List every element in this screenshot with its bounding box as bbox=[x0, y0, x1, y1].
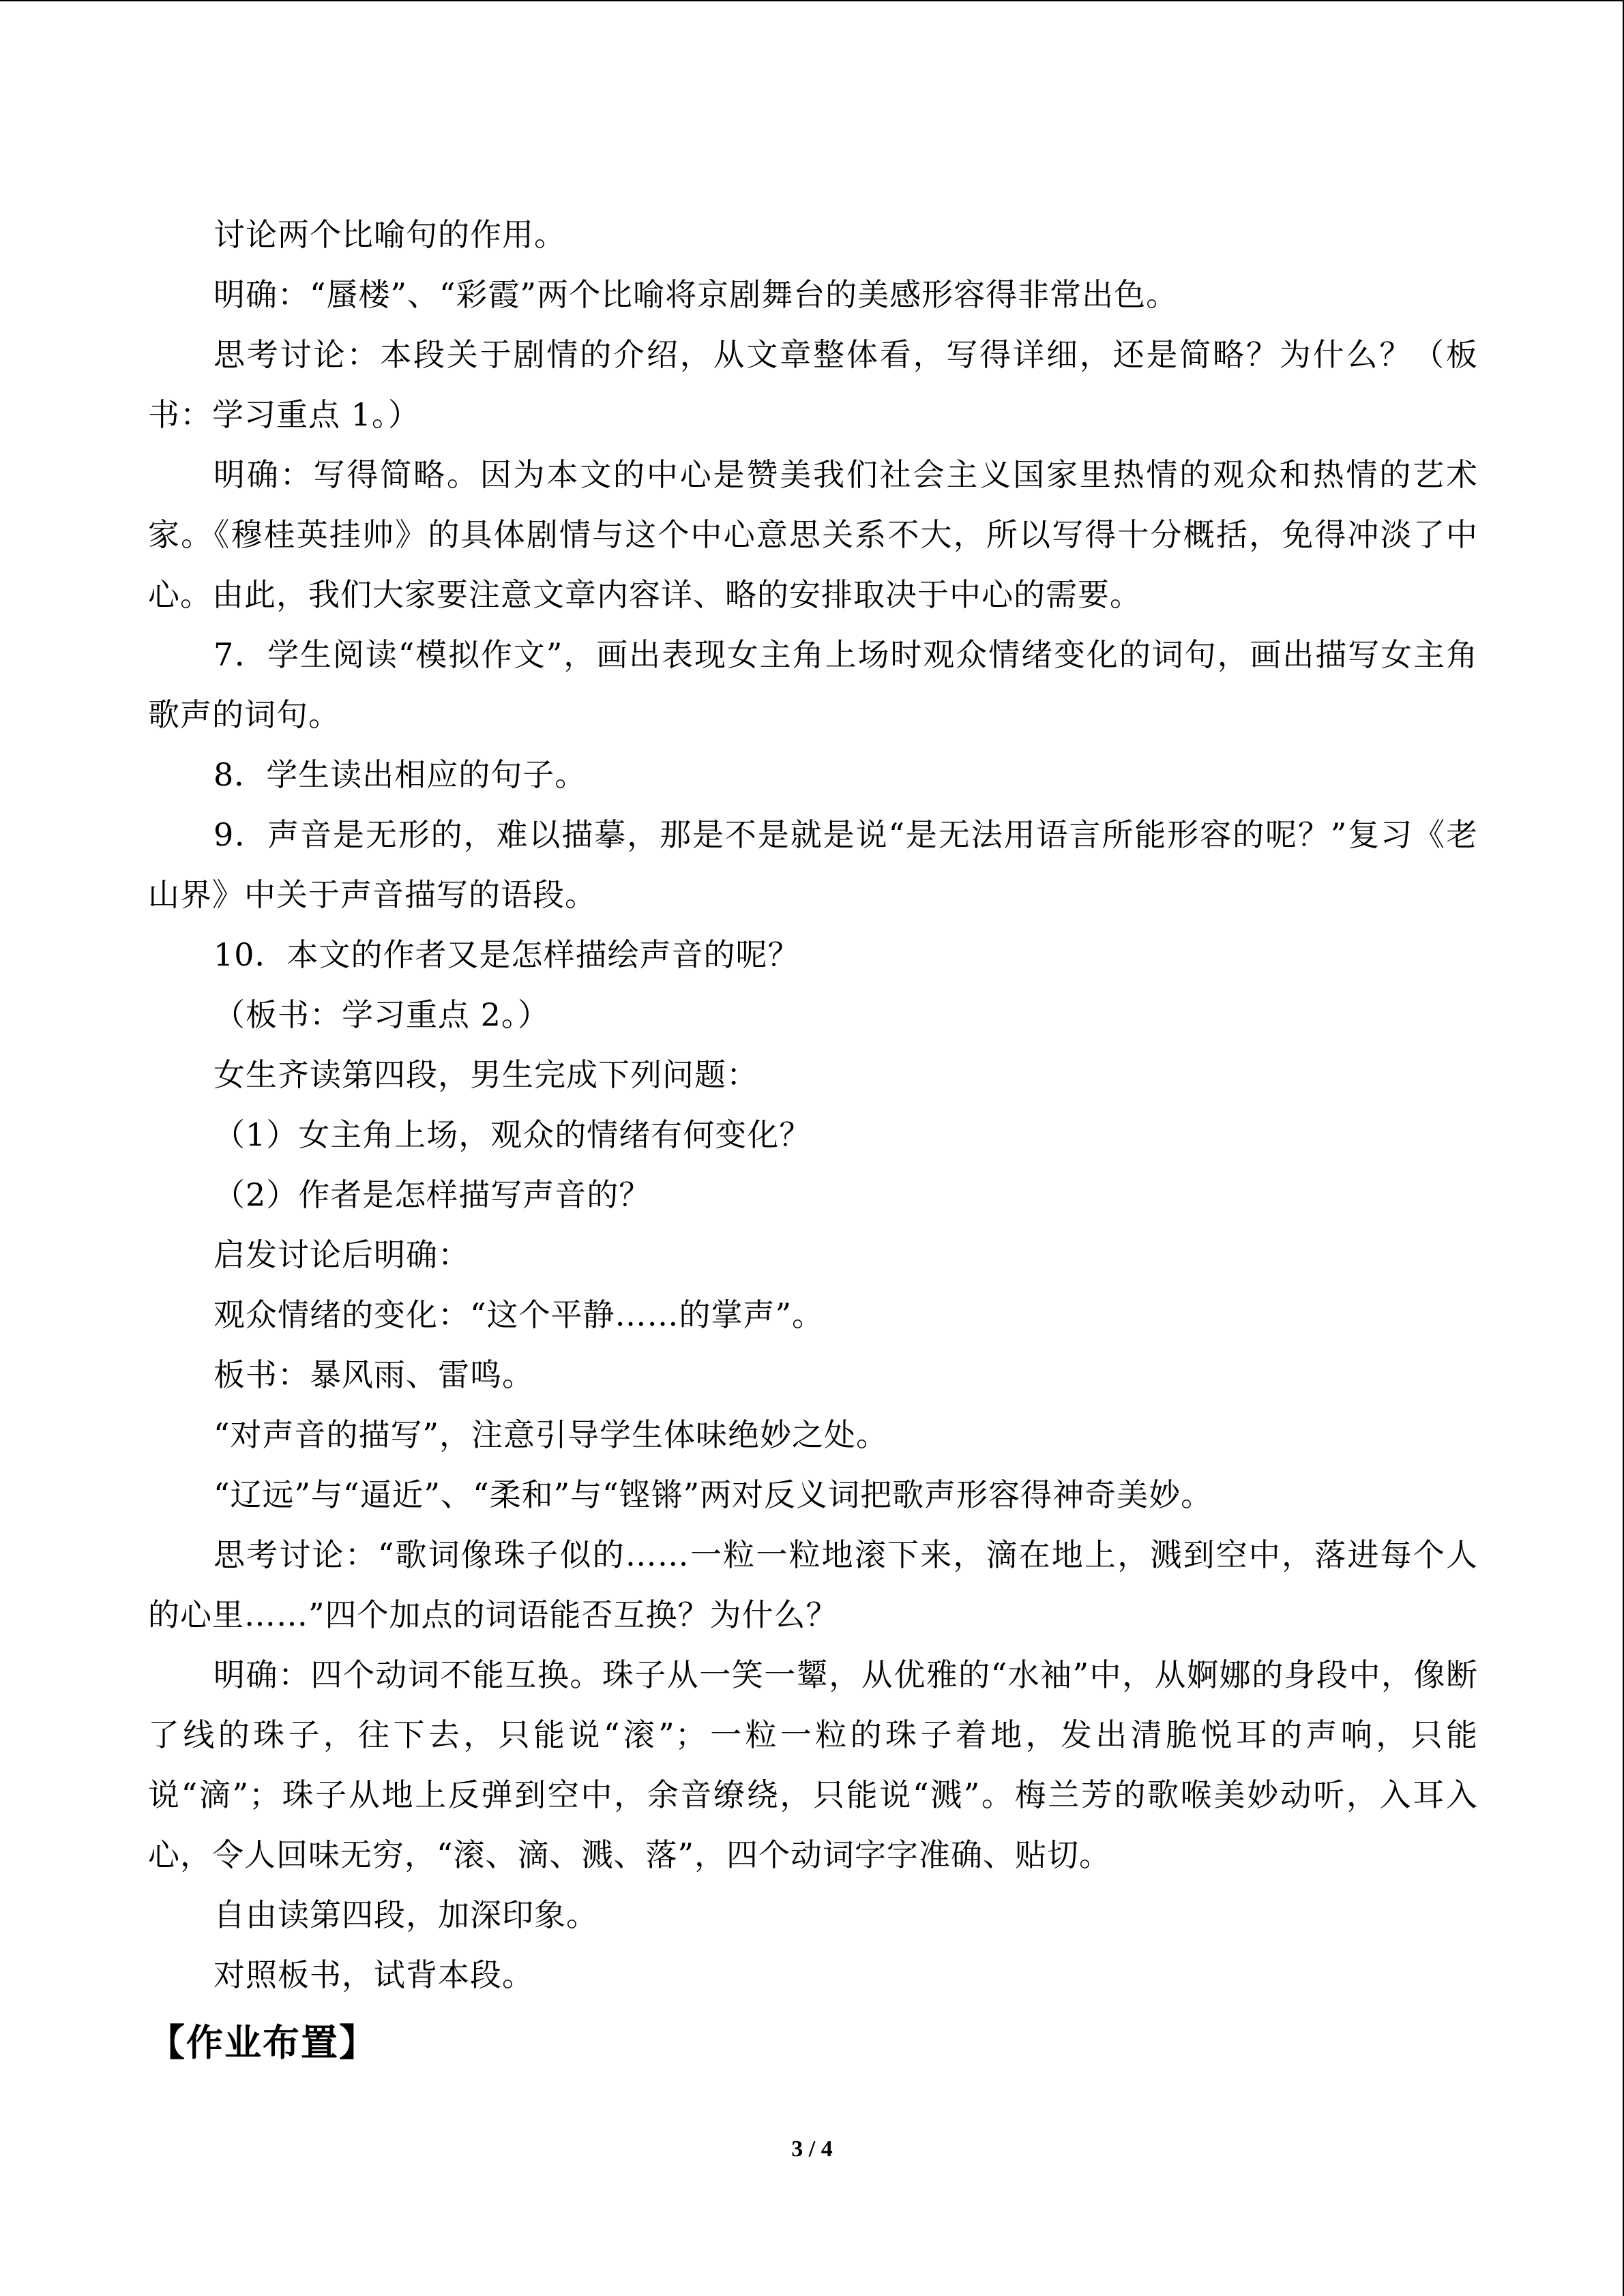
paragraph: 思考讨论：“歌词像珠子似的……一粒一粒地滚下来，滴在地上，溅到空中，落进每个人的心里……”四个加点的词语能否互换？为什么？ bbox=[148, 1536, 1478, 1633]
paragraph: （1）女主角上场，观众的情绪有何变化？ bbox=[213, 1116, 812, 1153]
page-number: 3 / 4 bbox=[791, 2136, 833, 2162]
paragraph: 9．声音是无形的，难以描摹，那是不是就是说“是无法用语言所能形容的呢？”复习《老山界》中关于声音描写的语段。 bbox=[148, 816, 1478, 913]
paragraph: 女生齐读第四段，男生完成下列问题： bbox=[213, 1056, 758, 1093]
paragraph: 明确：写得简略。因为本文的中心是赞美我们社会主义国家里热情的观众和热情的艺术家。《穆桂英挂帅》的具体剧情与这个中心意思关系不大，所以写得十分概括，免得冲淡了中心。由此，我们大家要注意文章内容详、略的安排取决于中心的需要。 bbox=[148, 456, 1478, 613]
paragraph: 对照板书，试背本段。 bbox=[213, 1956, 534, 1993]
paragraph: 明确：四个动词不能互换。珠子从一笑一颦，从优雅的“水袖”中，从婀娜的身段中，像断了线的珠子，往下去，只能说“滚”；一粒一粒的珠子着地，发出清脆悦耳的声响，只能说“滴”；珠子从地上反弹到空中，余音缭绕，只能说“溅”。梅兰芳的歌喉美妙动听，入耳入心，令人回味无穷，“滚、滴、溅、落”，四个动词字字准确、贴切。 bbox=[148, 1656, 1478, 1873]
paragraph: “对声音的描写”，注意引导学生体味绝妙之处。 bbox=[213, 1416, 889, 1453]
paragraph: （板书：学习重点 2。） bbox=[213, 996, 550, 1033]
document-body bbox=[148, 205, 1478, 2073]
paragraph: 讨论两个比喻句的作用。 bbox=[213, 216, 566, 253]
paragraph: 8．学生读出相应的句子。 bbox=[213, 756, 587, 793]
paragraph: 明确：“蜃楼”、“彩霞”两个比喻将京剧舞台的美感形容得非常出色。 bbox=[213, 276, 1179, 313]
paragraph: 7．学生阅读“模拟作文”，画出表现女主角上场时观众情绪变化的词句，画出描写女主角歌声的词句。 bbox=[148, 636, 1478, 733]
section-heading: 【作业布置】 bbox=[148, 2021, 377, 2064]
paragraph: 观众情绪的变化：“这个平静……的掌声”。 bbox=[213, 1296, 825, 1333]
paragraph: 10．本文的作者又是怎样描绘声音的呢？ bbox=[213, 936, 800, 973]
paragraph: 启发讨论后明确： bbox=[213, 1236, 470, 1273]
paragraph: （2）作者是怎样描写声音的？ bbox=[213, 1176, 651, 1213]
paragraph: “辽远”与“逼近”、“柔和”与“铿锵”两对反义词把歌声形容得神奇美妙。 bbox=[213, 1476, 1213, 1513]
paragraph: 思考讨论：本段关于剧情的介绍，从文章整体看，写得详细，还是简略？为什么？（板书：学习重点 1。） bbox=[148, 336, 1478, 433]
paragraph: 自由读第四段，加深印象。 bbox=[213, 1896, 598, 1933]
paragraph: 板书：暴风雨、雷鸣。 bbox=[213, 1356, 534, 1393]
